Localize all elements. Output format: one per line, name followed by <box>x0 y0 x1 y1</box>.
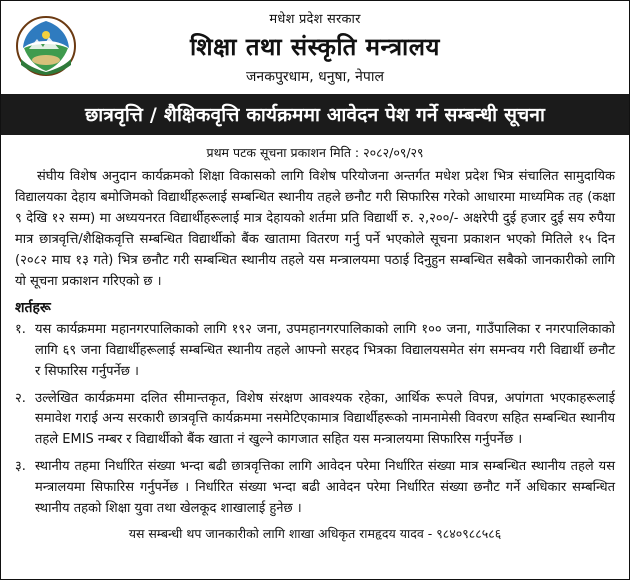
term-text: स्थानीय तहमा निर्धारित संख्या भन्दा बढी छात्रवृत्तिका लागि आवेदन परेमा निर्धारित संख्या मात्र सम्बन्धित स्थानीय तहले यस मन्त्रालयमा सिफारिस गर्नुपर्नेछ । निर्धारित संख्या भन्दा बढी आवेदन परेमा निर्धारित संख्या छनौट गर्ने अधिकार सम्बन्धित स्थानीय तहको शिक्षा युवा तथा खेलकूद शाखालाई हुनेछ । <box>35 459 615 516</box>
term-text: उल्लेखित कार्यक्रममा दलित सीमान्तकृत, विशेष संरक्षण आवश्यक रहेका, आर्थिक रूपले विपन्न, अपांगता भएकाहरूलाई समावेश गराई अन्य सरकारी छात्रवृत्ति कार्यक्रममा नसमेटिएकामात्र विद्यार्थीहरूको नामनामेसी विवरण सहित सम्बन्धित स्थानीय तहले EMIS नम्बर र विद्यार्थीको बैंक खाता नं खुल्ने कागजात सहित यस मन्त्रालयमा सिफारिस गर्नुपर्नेछ । <box>35 390 615 448</box>
document-header <box>1 1 629 94</box>
ministry-address: जनकपुरधाम, धनुषा, नेपाल <box>246 69 384 85</box>
notice-paragraph: संघीय विशेष अनुदान कार्यक्रमको शिक्षा विकासको लागि विशेष परियोजना अन्तर्गत मधेश प्रदेश भित्र संचालित सामुदायिक विद्यालयका देहाय बमोजिमको विद्यार्थीहरूलाई सम्बन्धित स्थानीय तहले छनौट गरी सिफारिस गरेको आधारमा माध्यमिक तह (कक्षा ९ देखि १२ सम्म) मा अध्ययनरत विद्यार्थीहरूलाई मात्र देहायको शर्तमा प्रति विद्यार्थी रु. २,२००/- अक्षरेपी दुई हजार दुई सय रुपैया मात्र छात्रवृत्ति/शैक्षिकवृत्ति सम्बन्धित विद्यार्थीको बैंक खातामा वितरण गर्नु पर्ने भएकोले सूचना प्रकाशन भएको मितिले १५ दिन (२०८२ माघ १३ गते) भित्र छनौट गरी सम्बन्धित स्थानीय तहले यस मन्त्रालयमा पठाई दिनुहुन सम्बन्धित सबैको जानकारीको लागि यो सूचना प्रकाशन गरिएको छ । <box>15 169 615 290</box>
list-item <box>15 320 615 382</box>
term-number: ३. <box>15 459 26 475</box>
contact-footer-note: यस सम्बन्धी थप जानकारीको लागि शाखा अधिकृत रामहृदय यादव - ९८४०९८८५८६ <box>128 526 502 542</box>
notice-title-bar: छात्रवृत्ति / शैक्षिकवृत्ति कार्यक्रममा आवेदन पेश गर्ने सम्बन्धी सूचना <box>1 94 629 135</box>
term-number: १. <box>15 322 26 338</box>
term-number: २. <box>15 390 26 406</box>
term-text: यस कार्यक्रममा महानगरपालिकाको लागि १९२ जना, उपमहानगरपालिकाको लागि १०० जना, गाउँपालिका र नगरपालिकाको लागि ६९ जना विद्यार्थीहरूलाई सम्बन्धित स्थानीय तहले आफ्नो सरहद भित्रका विद्यालयसमेत संग समन्वय गरी विद्यार्थी छनौट र सिफारिस गर्नुपर्नेछ । <box>35 322 615 379</box>
terms-heading: शर्तहरू <box>15 300 51 317</box>
list-item <box>15 389 615 451</box>
document-body <box>1 135 629 548</box>
terms-list <box>15 320 615 519</box>
ministry-title: शिक्षा तथा संस्कृति मन्त्रालय <box>190 33 440 61</box>
publication-date: प्रथम पटक सूचना प्रकाशन मिति : २०८२/०९/२९ <box>206 145 424 160</box>
government-line: मधेश प्रदेश सरकार <box>269 12 361 27</box>
nepal-madhesh-province-emblem-icon <box>15 15 77 77</box>
list-item <box>15 457 615 519</box>
